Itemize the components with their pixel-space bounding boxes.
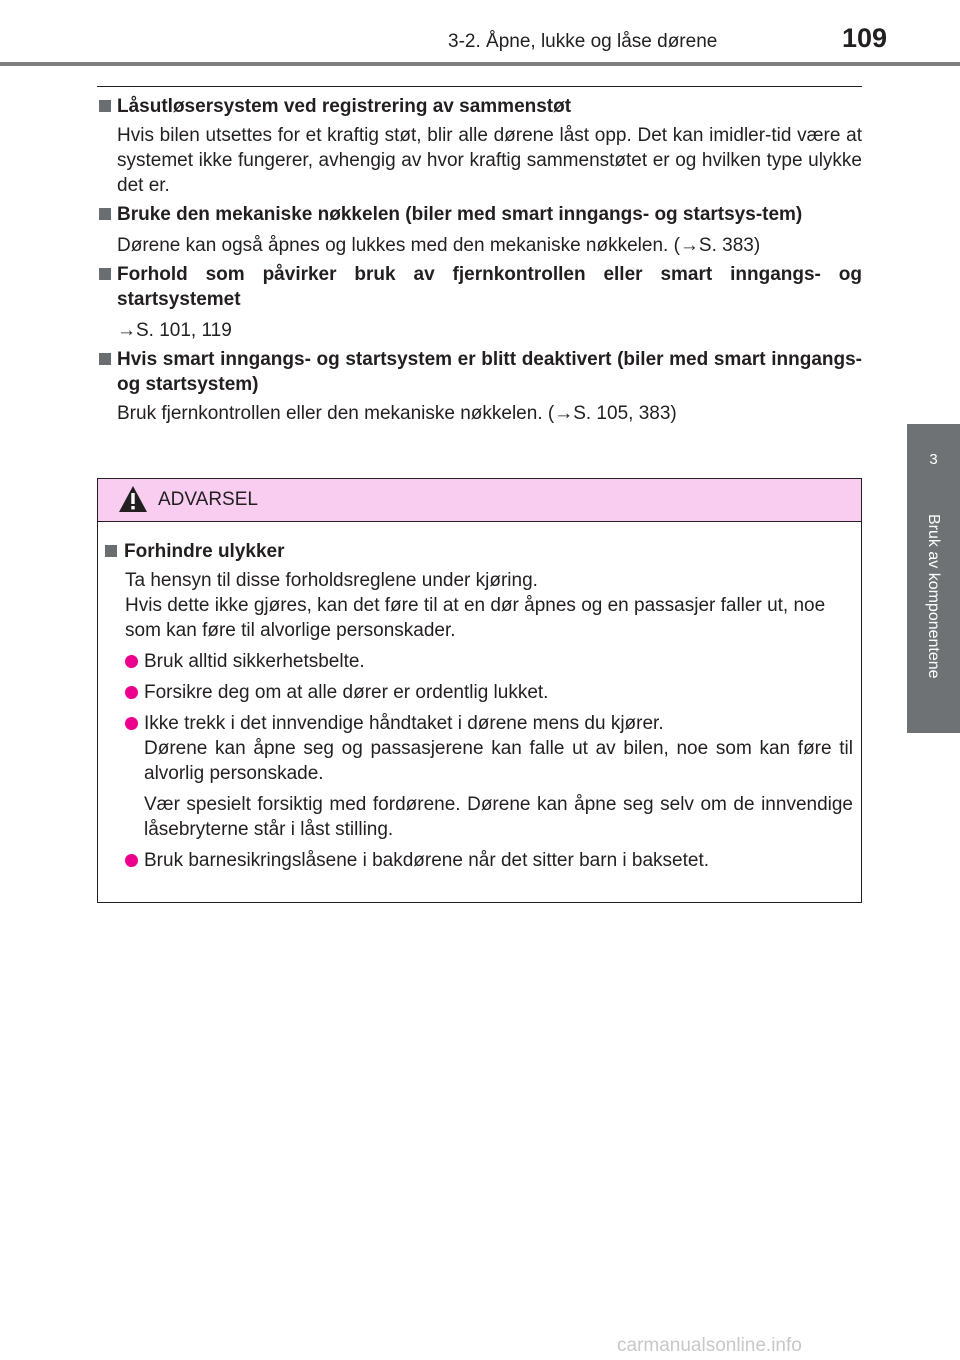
header-rule (0, 62, 960, 66)
page-number: 109 (842, 23, 888, 53)
section-heading-text: Låsutløsersystem ved registrering av sammenstøt (117, 96, 572, 117)
section-crash-unlock (97, 94, 862, 198)
warning-box (97, 478, 862, 903)
watermark: carmanualsonline.info (617, 1335, 802, 1356)
section-body: Hvis bilen utsettes for et kraftig støt, blir alle dørene låst opp. Det kan imidler-tid være at systemet ikke fungerer, avhengig av hvor kraftig sammenstøtet er og hvilken type ulykke det er. (117, 125, 862, 196)
section-smart-entry-disabled (97, 347, 862, 426)
warning-item-text: Dørene kan åpne seg og passasjerene kan falle ut av bilen, noe som kan føre til alvorlig personskade. (144, 738, 853, 784)
warning-label: ADVARSEL (158, 489, 258, 510)
warning-item-text: Bruk barnesikringslåsene i bakdørene når det sitter barn i baksetet. (144, 850, 710, 871)
circle-bullet-icon (125, 854, 138, 867)
section-heading (97, 262, 862, 312)
warning-header (98, 479, 861, 522)
header-section-title: 3-2. Åpne, lukke og låse dørene (448, 31, 718, 52)
warning-item-text: Forsikre deg om at alle dører er ordentlig lukket. (144, 682, 549, 703)
circle-bullet-icon (125, 655, 138, 668)
warning-list-item (104, 680, 853, 705)
warning-item-text: Ikke trekk i det innvendige håndtaket i dørene mens du kjører. (144, 713, 664, 734)
section-heading-text: Forhold som påvirker bruk av fjernkontrollen eller smart inngangs- og startsystemet (117, 264, 862, 310)
section-heading-text: Hvis smart inngangs- og startsystem er blitt deaktivert (biler med smart inngangs- og startsystem) (117, 349, 862, 395)
main-content (97, 94, 862, 430)
content-rule (97, 86, 862, 87)
square-bullet-icon (99, 353, 111, 365)
warning-item-text: Vær spesielt forsiktig med fordørene. Dørene kan åpne seg selv om de innvendige låsebryterne står i låst stilling. (144, 794, 853, 840)
chapter-label: Bruk av komponentene (925, 514, 942, 679)
warning-content (98, 522, 861, 873)
section-body: Dørene kan også åpnes og lukkes med den mekaniske nøkkelen. (→S. 383) (117, 235, 761, 256)
chapter-number: 3 (929, 451, 938, 468)
section-body: Bruk fjernkontrollen eller den mekaniske nøkkelen. (→S. 105, 383) (117, 403, 677, 424)
square-bullet-icon (99, 268, 111, 280)
chapter-tab (907, 424, 960, 506)
section-remote-conditions (97, 262, 862, 343)
warning-heading-text: Forhindre ulykker (124, 541, 285, 562)
warning-heading (104, 539, 853, 564)
warning-list-item (104, 711, 853, 842)
section-body: →S. 101, 119 (117, 320, 232, 341)
section-heading (97, 347, 862, 397)
warning-intro-line: Hvis dette ikke gjøres, kan det føre til at en dør åpnes og en passasjer faller ut, noe som kan føre til alvorlige personskader. (125, 595, 826, 641)
section-mechanical-key (97, 202, 862, 258)
warning-intro (104, 568, 853, 643)
square-bullet-icon (99, 100, 111, 112)
section-heading-text: Bruke den mekaniske nøkkelen (biler med smart inngangs- og startsys-tem) (117, 204, 803, 225)
square-bullet-icon (105, 545, 117, 557)
warning-intro-line: Ta hensyn til disse forholdsreglene under kjøring. (125, 570, 538, 591)
chapter-label-tab (907, 506, 960, 733)
section-heading (97, 202, 862, 227)
warning-triangle-icon (118, 485, 148, 513)
square-bullet-icon (99, 208, 111, 220)
circle-bullet-icon (125, 717, 138, 730)
warning-item-text: Bruk alltid sikkerhetsbelte. (144, 651, 365, 672)
section-heading (97, 94, 862, 119)
warning-list-item (104, 848, 853, 873)
warning-list-item (104, 649, 853, 674)
circle-bullet-icon (125, 686, 138, 699)
